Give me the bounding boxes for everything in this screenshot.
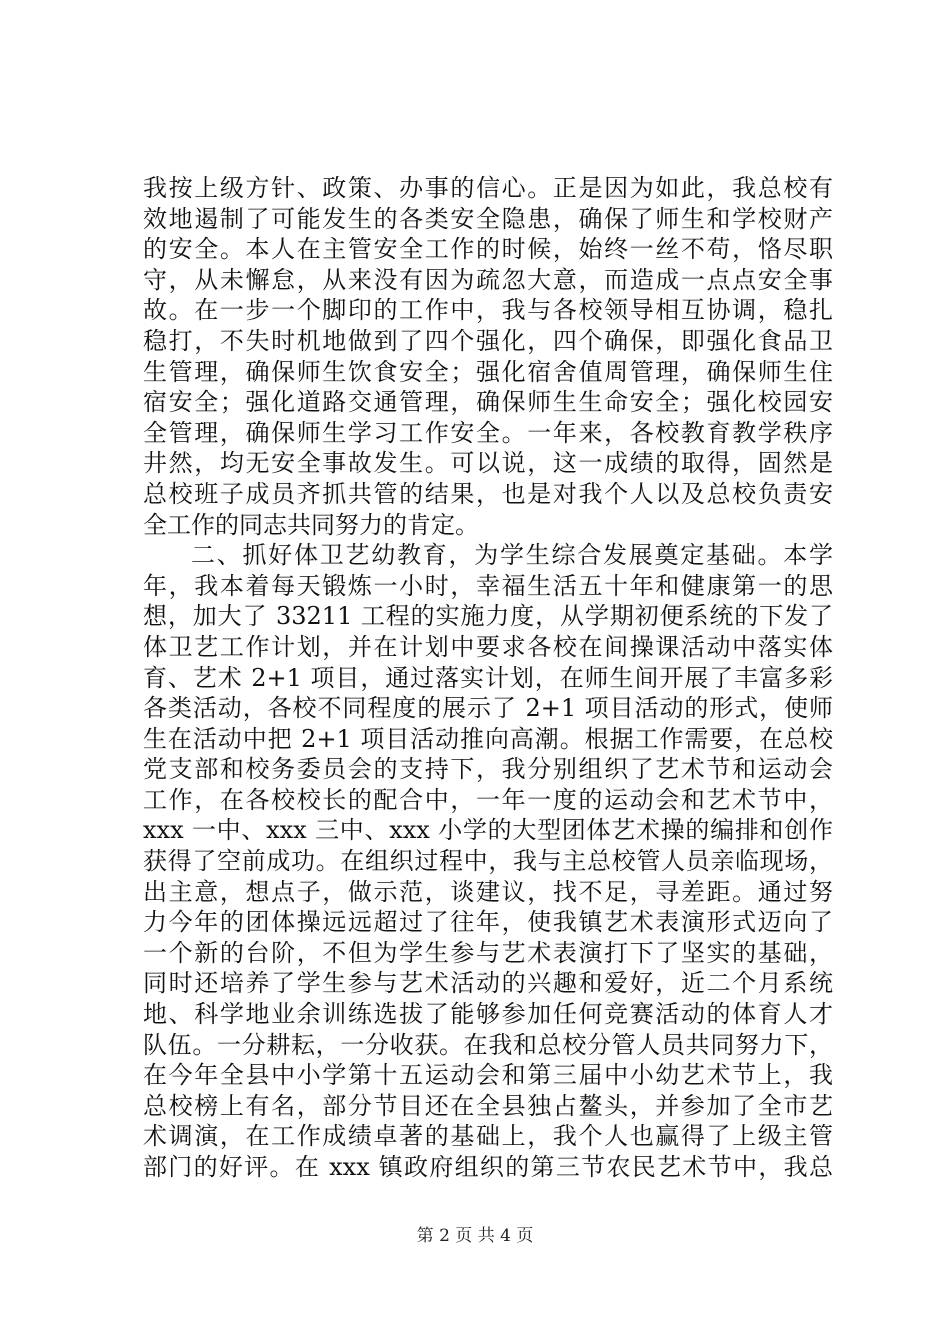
page-footer: 第 2 页 共 4 页 bbox=[416, 1226, 534, 1246]
text-line: 部门的好评。在 xxx 镇政府组织的第三节农民艺术节中，我总 bbox=[143, 1153, 833, 1181]
text-line: 各类活动，各校不同程度的展示了 2+1 项目活动的形式，使师 bbox=[143, 694, 833, 723]
text-line: 全工作的同志共同努力的肯定。 bbox=[143, 510, 479, 539]
text-line: 队伍。一分耕耘，一分收获。在我和总校分管人员共同努力下， bbox=[143, 1030, 833, 1059]
text-line: 术调演，在工作成绩卓著的基础上，我个人也赢得了上级主管 bbox=[143, 1122, 833, 1151]
text-line: 宿安全；强化道路交通管理，确保师生生命安全；强化校园安 bbox=[143, 388, 833, 417]
text-line: 体卫艺工作计划，并在计划中要求各校在间操课活动中落实体 bbox=[143, 632, 833, 661]
text-line: 一个新的台阶，不但为学生参与艺术表演打下了坚实的基础， bbox=[143, 938, 833, 967]
text-line: 同时还培养了学生参与艺术活动的兴趣和爱好，近二个月系统 bbox=[143, 969, 833, 998]
text-line: 年，我本着每天锻炼一小时，幸福生活五十年和健康第一的思 bbox=[143, 571, 833, 600]
text-line: 效地遏制了可能发生的各类安全隐患，确保了师生和学校财产 bbox=[143, 204, 833, 233]
text-line: 力今年的团体操远远超过了往年，使我镇艺术表演形式迈向了 bbox=[143, 908, 833, 937]
text-line: 的安全。本人在主管安全工作的时候，始终一丝不苟，恪尽职 bbox=[143, 235, 833, 264]
text-line: 工作，在各校校长的配合中，一年一度的运动会和艺术节中， bbox=[143, 785, 833, 814]
text-line: 想，加大了 33211 工程的实施力度，从学期初便系统的下发了 bbox=[143, 602, 833, 631]
text-line: 稳打，不失时机地做到了四个强化，四个确保，即强化食品卫 bbox=[143, 326, 833, 355]
text-line: 育、艺术 2+1 项目，通过落实计划，在师生间开展了丰富多彩 bbox=[143, 663, 833, 692]
paragraph-1 bbox=[143, 173, 833, 540]
text-line: 总校榜上有名，部分节目还在全县独占鳌头，并参加了全市艺 bbox=[143, 1091, 833, 1120]
text-line: xxx 一中、xxx 三中、xxx 小学的大型团体艺术操的编排和创作 bbox=[143, 816, 833, 845]
text-line: 总校班子成员齐抓共管的结果，也是对我个人以及总校负责安 bbox=[143, 479, 833, 508]
text-line: 守，从未懈怠，从来没有因为疏忽大意，而造成一点点安全事 bbox=[143, 265, 833, 294]
text-line: 党支部和校务委员会的支持下，我分别组织了艺术节和运动会 bbox=[143, 755, 833, 784]
text-line: 获得了空前成功。在组织过程中，我与主总校管人员亲临现场， bbox=[143, 847, 833, 876]
text-line: 出主意，想点子，做示范，谈建议，找不足，寻差距。通过努 bbox=[143, 877, 833, 906]
text-line: 井然，均无安全事故发生。可以说，这一成绩的取得，固然是 bbox=[143, 449, 833, 478]
text-line: 生管理，确保师生饮食安全；强化宿舍值周管理，确保师生住 bbox=[143, 357, 833, 386]
text-line: 故。在一步一个脚印的工作中，我与各校领导相互协调，稳扎 bbox=[143, 296, 833, 325]
text-line: 二、抓好体卫艺幼教育，为学生综合发展奠定基础。本学 bbox=[191, 541, 833, 570]
text-line: 在今年全县中小学第十五运动会和第三届中小幼艺术节上，我 bbox=[143, 1061, 833, 1090]
document-body bbox=[143, 173, 833, 1183]
text-line: 地、科学地业余训练选拔了能够参加任何竞赛活动的体育人才 bbox=[143, 1000, 833, 1029]
text-line: 我按上级方针、政策、办事的信心。正是因为如此，我总校有 bbox=[143, 174, 833, 202]
paragraph-2 bbox=[143, 540, 833, 1182]
text-line: 全管理，确保师生学习工作安全。一年来，各校教育教学秩序 bbox=[143, 418, 833, 447]
text-line: 生在活动中把 2+1 项目活动推向高潮。根据工作需要，在总校 bbox=[143, 724, 833, 753]
